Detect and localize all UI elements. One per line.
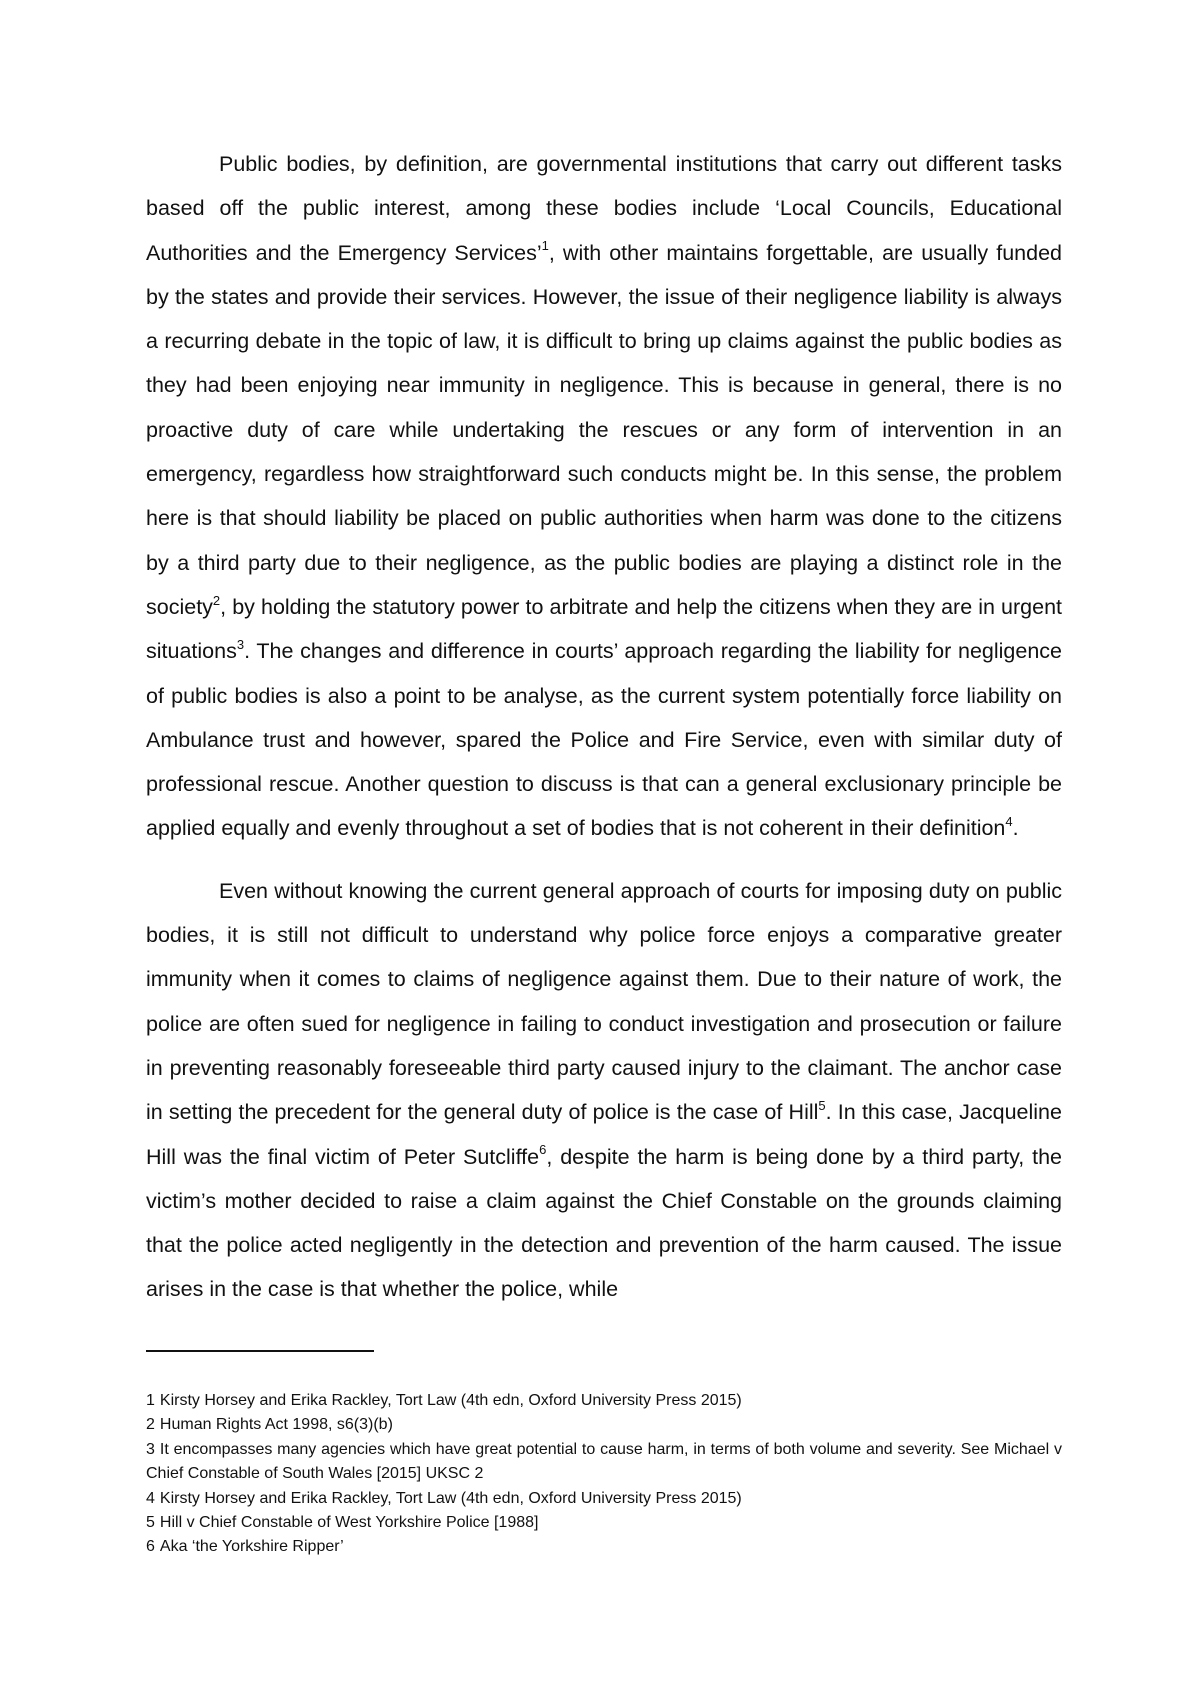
- footnote-reference: 1: [541, 238, 549, 254]
- footnote-3: [146, 1438, 1062, 1487]
- footnote-number: 5: [146, 1514, 155, 1532]
- paragraph-text: . The changes and difference in courts’ approach regarding the liability for negligence of public bodies is also a point to be analyse, as the current system potentially force liability on Ambulance trust and however, spared the Police and Fire Service, even with similar duty of professional rescue. Another question to discuss is that can a general exclusionary principle be applied equally and evenly throughout a set of bodies that is not coherent in their definition: [146, 639, 1062, 841]
- document-body: [146, 142, 1062, 1312]
- paragraph-text: , despite the harm is being done by a third party, the victim’s mother decided to raise a claim against the Chief Constable on the grounds claiming that the police acted negligently in the detection and prevention of the harm caused. The issue arises in the case is that whether the police, while: [146, 1144, 1062, 1302]
- footnote-text: Kirsty Horsey and Erika Rackley, Tort Law (4th edn, Oxford University Press 2015): [159, 1392, 742, 1409]
- paragraph-text: , with other maintains forgettable, are usually funded by the states and provide their services. However, the issue of their negligence liability is always a recurring debate in the topic of law, it is difficult to bring up claims against the public bodies as they had been enjoying near immunity in negligence. This is because in general, there is no proactive duty of care while undertaking the rescues or any form of intervention in an emergency, regardless how straightforward such conducts might be. In this sense, the problem here is that should liability be placed on public authorities when harm was done to the citizens by a third party due to their negligence, as the public bodies are playing a distinct role in the society: [146, 240, 1062, 619]
- footnote-number: 6: [146, 1538, 155, 1556]
- paragraph-text: , by holding the statutory power to arbitrate and help the citizens when they are in urgent situations: [146, 594, 1062, 664]
- footnote-text: Kirsty Horsey and Erika Rackley, Tort Law (4th edn, Oxford University Press 2015): [159, 1489, 742, 1507]
- footnote-text: It encompasses many agencies which have great potential to cause harm, in terms of both volume and severity. See Michael v Chief Constable of South Wales [2015] UKSC 2: [146, 1440, 1062, 1483]
- footnote-reference: 3: [236, 637, 245, 653]
- footnotes: [146, 1389, 1062, 1560]
- paragraph-text: Even without knowing the current general approach of courts for imposing duty on public bodies, it is still not difficult to understand why police force enjoys a comparative greater immunity when it comes to claims of negligence against them. Due to their nature of work, the police are often sued for negligence in failing to conduct investigation and prosecution or failure in preventing reasonably foreseeable third party caused injury to the claimant. The anchor case in setting the precedent for the general duty of police is the case of Hill: [146, 878, 1062, 1125]
- footnote-6: [146, 1535, 1062, 1559]
- footnote-text: Hill v Chief Constable of West Yorkshire Police [1988]: [159, 1514, 539, 1532]
- paragraph-text: Public bodies, by definition, are governmental institutions that carry out different tasks based off the public interest, among these bodies include ‘Local Councils, Educational Authorities and the Emergency Services’: [146, 152, 1062, 265]
- footnote-reference: 2: [212, 592, 221, 608]
- footnote-reference: 5: [818, 1098, 826, 1114]
- footnote-number: 1: [146, 1392, 155, 1409]
- footnote-1: [146, 1389, 1062, 1413]
- footnote-number: 4: [146, 1489, 155, 1507]
- footnote-text: Human Rights Act 1998, s6(3)(b): [159, 1416, 393, 1434]
- footnote-number: 3: [146, 1440, 155, 1458]
- footnote-separator: [146, 1350, 374, 1352]
- footnote-text: Aka ‘the Yorkshire Ripper’: [159, 1538, 344, 1556]
- footnote-2: [146, 1413, 1062, 1437]
- footnote-reference: 4: [1005, 814, 1013, 830]
- paragraph-2: [146, 869, 1062, 1312]
- paragraph-text: .: [1012, 816, 1019, 841]
- footnote-5: [146, 1511, 1062, 1535]
- paragraph-1: [146, 142, 1062, 851]
- paragraph-text: . In this case, Jacqueline Hill was the final victim of Peter Sutcliffe: [146, 1100, 1062, 1169]
- footnote-reference: 6: [539, 1142, 547, 1158]
- footnote-number: 2: [146, 1416, 155, 1434]
- footnote-4: [146, 1487, 1062, 1511]
